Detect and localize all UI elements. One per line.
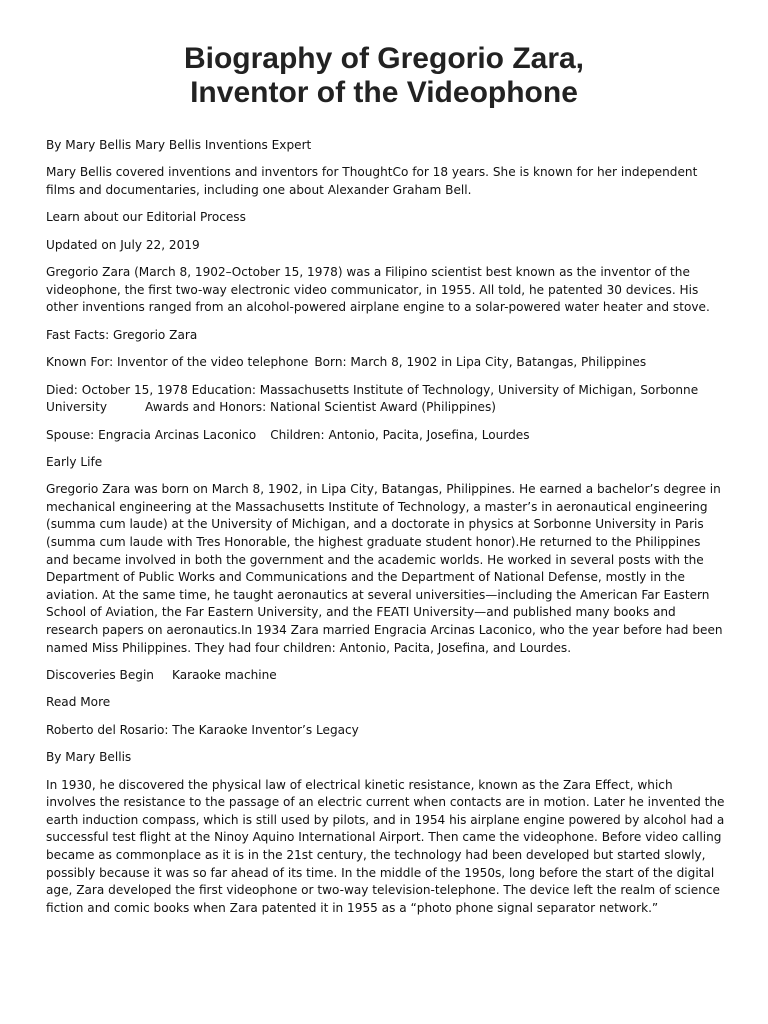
read-more-link: Read More (46, 695, 111, 710)
karaoke-machine-label: Karaoke machine (171, 668, 277, 683)
page-title (0, 42, 768, 110)
title-line-1: Biography of Gregorio Zara, (183, 42, 585, 75)
discoveries-heading-row (46, 667, 726, 685)
fact-born: Born: March 8, 1902 in Lipa City, Batangas, Philippines (314, 355, 647, 370)
author-bio: Mary Bellis covered inventions and inventors for ThoughtCo for 18 years. She is known for her independent films and documentaries, including one about Alexander Graham Bell. (46, 165, 698, 197)
editorial-process-link: Learn about our Editorial Process (46, 210, 246, 225)
fact-children: Children: Antonio, Pacita, Josefina, Lourdes (270, 427, 530, 442)
byline: By Mary Bellis Mary Bellis Inventions Expert (46, 138, 312, 152)
updated-date: Updated on July 22, 2019 (46, 237, 200, 252)
early-life-heading: Early Life (46, 454, 103, 469)
article-body (46, 137, 726, 927)
title-line-2: Inventor of the Videophone (190, 76, 578, 109)
fact-died-education-awards (46, 382, 726, 417)
fact-died-education: Died: October 15, 1978 Education: Massachusetts Institute of Technology, University of Michigan, Sorbonne University (46, 382, 699, 415)
early-life-paragraph: Gregorio Zara was born on March 8, 1902, in Lipa City, Batangas, Philippines. He earned a bachelor’s degree in mechanical engineering at the Massachusetts Institute of Technology, a master’s in aeronautical engineering (summa cum laude) at the University of Michigan, and a doctorate in physics at Sorbonne University in Paris (summa cum laude with Tres Honorable, the highest graduate student honor).He returned to the Philippines and became involved in both the government and the academic worlds. He worked in several posts with the Department of Public Works and Communications and the Department of National Defense, mostly in the aviation. At the same time, he taught aeronautics at several universities—including the American Far Eastern School of Aviation, the Far Eastern University, and the FEATI University—and published many books and research papers on aeronautics.In 1934 Zara married Engracia Arcinas Laconico, who the year before had been named Miss Philippines. They had four children: Antonio, Pacita, Josefina, and Lourdes. (46, 482, 723, 655)
fact-spouse-children (46, 427, 726, 445)
fast-facts-heading: Fast Facts: Gregorio Zara (46, 327, 198, 342)
related-article-title: Roberto del Rosario: The Karaoke Inventor’s Legacy (46, 722, 359, 737)
related-article-byline: By Mary Bellis (46, 750, 132, 765)
discoveries-heading: Discoveries Begin (46, 668, 154, 683)
fact-awards: Awards and Honors: National Scientist Award (Philippines) (145, 400, 497, 415)
discoveries-paragraph: In 1930, he discovered the physical law of electrical kinetic resistance, known as the Zara Effect, which involves the resistance to the passage of an electric current when contacts are in motion. Later he invented the earth induction compass, which is still used by pilots, and in 1954 his airplane engine powered by alcohol had a successful test flight at the Ninoy Aquino International Airport. Then came the videophone. Before video calling became as commonplace as it is in the 21st century, the technology had been developed but started slowly, possibly because it was so far ahead of its time. In the middle of the 1950s, long before the start of the digital age, Zara developed the first videophone or two-way television-telephone. The device left the realm of science fiction and comic books when Zara patented it in 1955 as a “photo phone signal separator network.” (46, 777, 725, 915)
intro-paragraph: Gregorio Zara (March 8, 1902–October 15, 1978) was a Filipino scientist best known as the inventor of the videophone, the first two-way electronic video communicator, in 1955. All told, he patented 30 devices. His other inventions ranged from an alcohol-powered airplane engine to a solar-powered water heater and stove. (46, 265, 710, 315)
fact-known-for-born (46, 354, 726, 372)
fact-known-for: Known For: Inventor of the video telephone (46, 355, 309, 370)
fact-spouse: Spouse: Engracia Arcinas Laconico (46, 427, 257, 442)
